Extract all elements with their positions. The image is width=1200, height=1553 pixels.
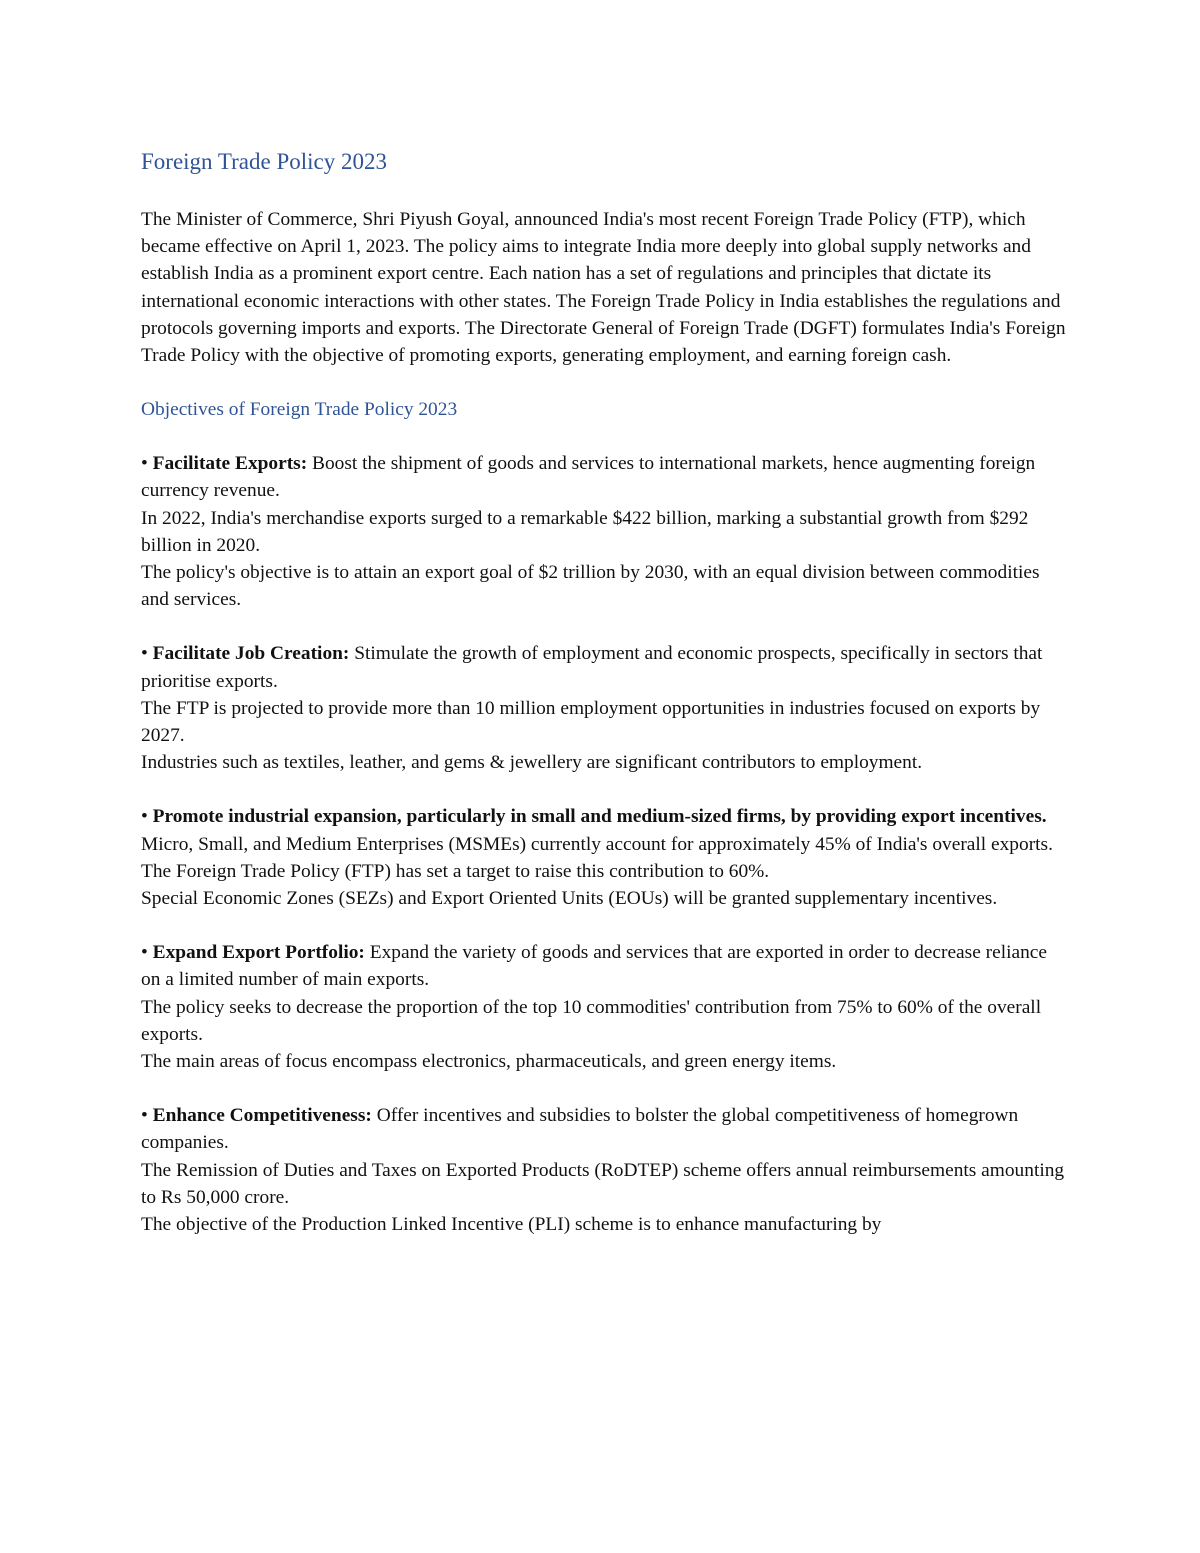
objectives-heading: Objectives of Foreign Trade Policy 2023	[141, 399, 458, 421]
objective-item	[141, 450, 1066, 613]
objective-detail: The Remission of Duties and Taxes on Exported Products (RoDTEP) scheme offers annual reimbursements amounting to Rs 50,000 crore.	[141, 1159, 1065, 1208]
objective-detail: The objective of the Production Linked Incentive (PLI) scheme is to enhance manufacturing by	[141, 1214, 882, 1236]
objective-lead	[141, 640, 1066, 694]
objective-detail: Micro, Small, and Medium Enterprises (MSMEs) currently account for approximately 45% of India's overall exports. The Foreign Trade Policy (FTP) has set a target to raise this contribution to 60%.	[141, 833, 1053, 882]
objective-heading: Facilitate Exports:	[152, 453, 308, 475]
objective-detail: The FTP is projected to provide more than 10 million employment opportunities in industries focused on exports by 2027.	[141, 697, 1041, 747]
objective-item	[141, 1102, 1066, 1238]
objective-heading: Expand Export Portfolio:	[152, 942, 365, 964]
objectives-list	[141, 450, 1066, 1238]
intro-paragraph: The Minister of Commerce, Shri Piyush Goyal, announced India's most recent Foreign Trade Policy (FTP), which became effective on April 1, 2023. The policy aims to integrate India more deeply into global supply networks and establish India as a prominent export centre. Each nation has a set of regulations and principles that dictate its international economic interactions with other states. The Foreign Trade Policy in India establishes the regulations and protocols governing imports and exports. The Directorate General of Foreign Trade (DGFT) formulates India's Foreign Trade Policy with the objective of promoting exports, generating employment, and earning foreign cash.	[141, 209, 1066, 367]
objective-text: Boost the shipment of goods and services to international markets, hence augmenting foreign currency revenue.	[141, 453, 1036, 502]
objective-lead	[141, 939, 1066, 993]
objective-detail: The policy's objective is to attain an export goal of $2 trillion by 2030, with an equal division between commodities and services.	[141, 562, 1040, 611]
objective-heading: Enhance Competitiveness:	[152, 1105, 372, 1127]
objective-detail: The main areas of focus encompass electronics, pharmaceuticals, and green energy items.	[141, 1051, 837, 1073]
objective-detail: In 2022, India's merchandise exports surged to a remarkable $422 billion, marking a substantial growth from $292 billion in 2020.	[141, 507, 1029, 556]
objective-heading: Facilitate Job Creation:	[152, 643, 350, 665]
objective-item	[141, 939, 1066, 1075]
bullet-icon: •	[141, 453, 153, 475]
objective-text: Stimulate the growth of employment and economic prospects, specifically in sectors that prioritise exports.	[141, 643, 1043, 692]
objective-lead	[141, 450, 1066, 504]
bullet-icon: •	[141, 1105, 153, 1127]
bullet-icon: •	[141, 643, 153, 665]
document-page	[141, 146, 1066, 1265]
bullet-icon: •	[141, 806, 153, 828]
objective-text: Offer incentives and subsidies to bolster the global competitiveness of homegrown companies.	[141, 1105, 1019, 1154]
bullet-icon: •	[141, 942, 153, 964]
objective-item	[141, 640, 1066, 776]
page-title: Foreign Trade Policy 2023	[141, 149, 387, 174]
objective-lead	[141, 1102, 1066, 1156]
objective-item	[141, 803, 1066, 912]
objective-heading: Promote industrial expansion, particularly in small and medium-sized firms, by providing export incentives.	[152, 806, 1047, 828]
objective-text: Expand the variety of goods and services that are exported in order to decrease reliance on a limited number of main exports.	[141, 942, 1048, 991]
objective-detail: Industries such as textiles, leather, and gems & jewellery are significant contributors to employment.	[141, 752, 923, 774]
objective-detail: The policy seeks to decrease the proportion of the top 10 commodities' contribution from 75% to 60% of the overall exports.	[141, 996, 1042, 1045]
objective-lead	[141, 803, 1066, 830]
objective-detail: Special Economic Zones (SEZs) and Export Oriented Units (EOUs) will be granted supplementary incentives.	[141, 888, 998, 910]
